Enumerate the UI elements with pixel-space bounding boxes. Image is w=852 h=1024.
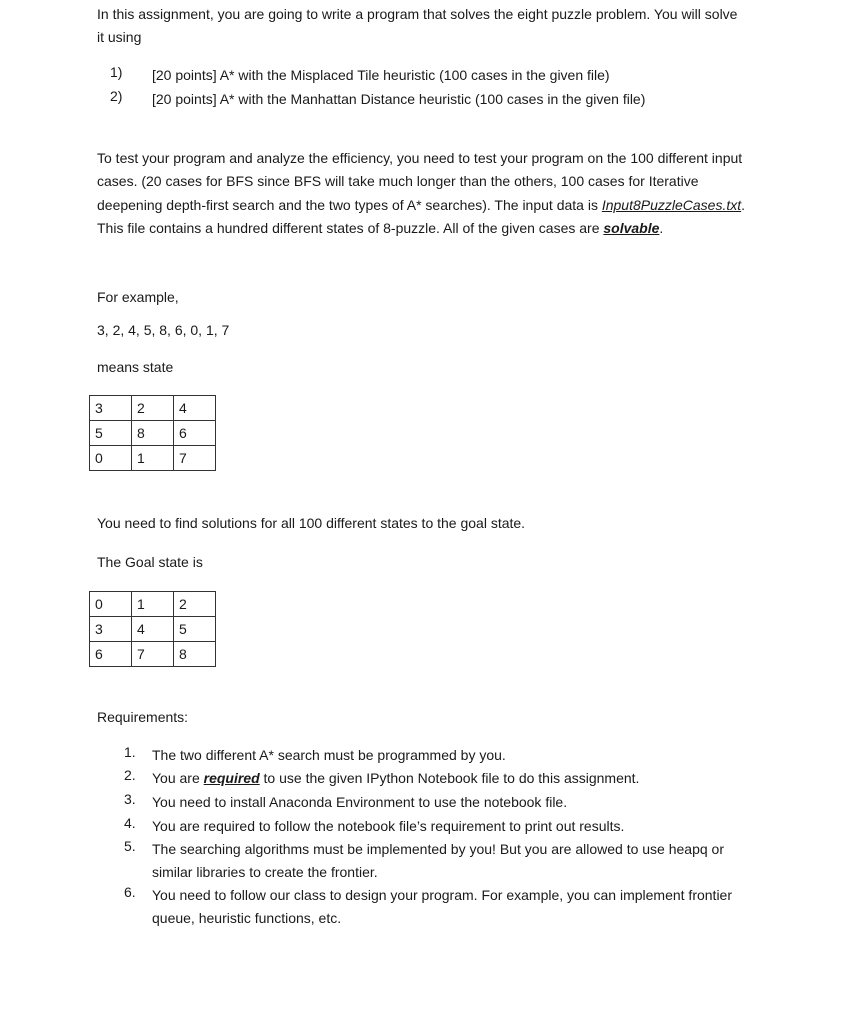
text: . This file contains a hundred different states of 8-puzzle. All of the given cases are (97, 196, 746, 236)
list-text: The searching algorithms must be implemented by you! But you are allowed to use heapq or similar libraries to create the frontier. (152, 841, 724, 881)
list-number: 5. (124, 838, 136, 854)
list-text: The two different A* search must be programmed by you. (152, 747, 506, 763)
example-state-grid (89, 395, 216, 471)
grid-cell: 6 (90, 642, 132, 667)
solvable-emphasis: solvable (603, 219, 660, 236)
text: . (659, 219, 664, 236)
list-text (152, 767, 742, 790)
means-state-label: means state (97, 359, 174, 375)
grid-cell: 4 (174, 396, 216, 421)
list-number: 1. (124, 744, 136, 760)
list-text: You need to install Anaconda Environment to use the notebook file. (152, 794, 568, 810)
grid-cell: 8 (174, 642, 216, 667)
grid-cell: 0 (90, 592, 132, 617)
grid-cell: 3 (90, 617, 132, 642)
grid-cell: 2 (132, 396, 174, 421)
list-text: [20 points] A* with the Misplaced Tile heuristic (100 cases in the given file) (152, 67, 610, 83)
grid-cell: 7 (132, 642, 174, 667)
grid-cell: 5 (174, 617, 216, 642)
grid-cell: 0 (90, 446, 132, 471)
required-emphasis: required (203, 770, 260, 786)
grid-cell: 2 (174, 592, 216, 617)
list-number: 2. (124, 767, 136, 783)
for-example-label: For example, (97, 289, 179, 305)
example-input: 3, 2, 4, 5, 8, 6, 0, 1, 7 (97, 322, 230, 338)
requirements-label: Requirements: (97, 709, 189, 725)
list-number: 4. (124, 815, 136, 831)
grid-cell: 8 (132, 421, 174, 446)
list-text: [20 points] A* with the Manhattan Distance heuristic (100 cases in the given file) (152, 91, 646, 107)
list-number: 6. (124, 884, 136, 900)
grid-cell: 1 (132, 446, 174, 471)
list-text: You need to follow our class to design your program. For example, you can implement frontier queue, heuristic functions, etc. (152, 887, 733, 927)
list-number: 1) (110, 64, 123, 80)
grid-cell: 1 (132, 592, 174, 617)
find-solutions-text: You need to find solutions for all 100 different states to the goal state. (97, 515, 526, 531)
grid-cell: 6 (174, 421, 216, 446)
text: to use the given IPython Notebook file to do this assignment. (259, 770, 640, 786)
test-paragraph (97, 147, 747, 240)
grid-cell: 7 (174, 446, 216, 471)
list-number: 2) (110, 88, 123, 104)
goal-state-grid (89, 591, 216, 667)
goal-state-label: The Goal state is (97, 554, 203, 570)
text: You are (152, 770, 204, 786)
list-text: You are required to follow the notebook file’s requirement to print out results. (152, 818, 625, 834)
grid-cell: 4 (132, 617, 174, 642)
intro-paragraph: In this assignment, you are going to write a program that solves the eight puzzle problem. You will solve it using (97, 6, 738, 46)
grid-cell: 5 (90, 421, 132, 446)
text: To test your program and analyze the efficiency, you need to test your program on the 100 different input cases. (20 cases for BFS since BFS will take much longer than the others, 100 cases for Iterative deepening depth-first search and the two types of A* searches). The input data is (97, 150, 743, 213)
input-filename: Input8PuzzleCases.txt (601, 196, 742, 213)
list-number: 3. (124, 791, 136, 807)
grid-cell: 3 (90, 396, 132, 421)
